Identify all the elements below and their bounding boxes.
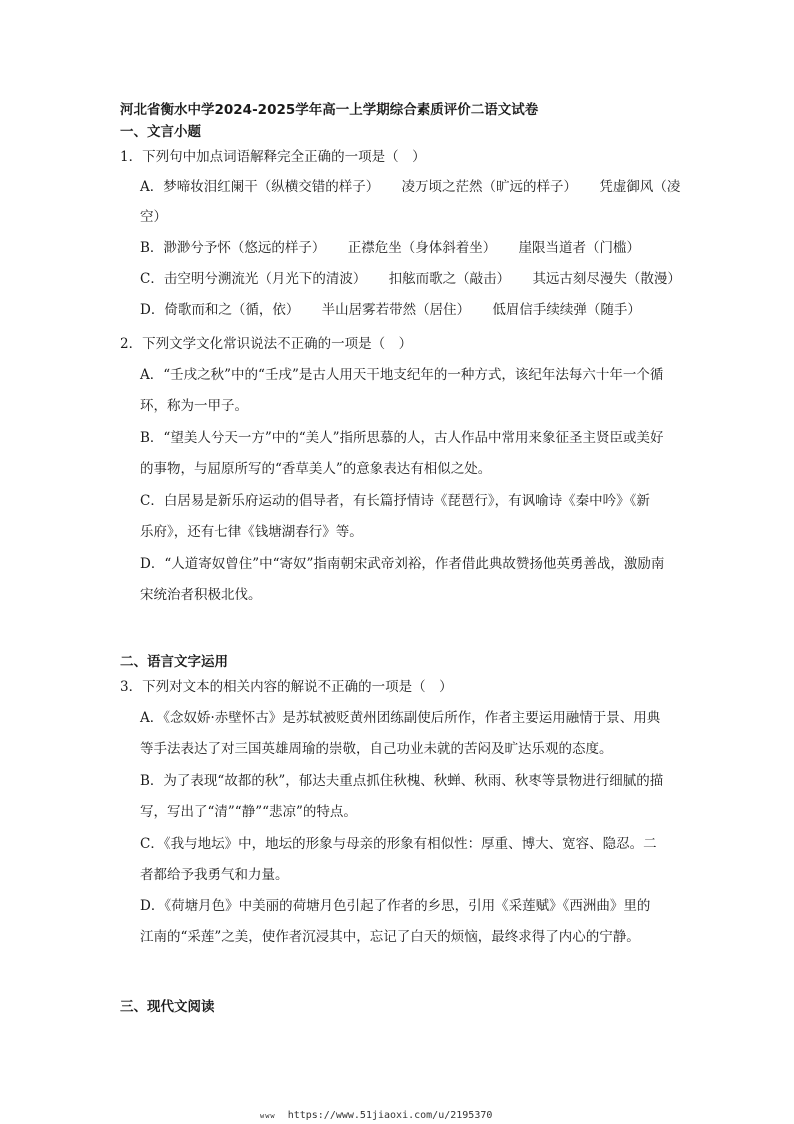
question-2-option-d-cont: 宋统治者积极北伐。 <box>140 587 262 603</box>
question-2-stem: 2．下列文学文化常识说法不正确的一项是（ ） <box>120 336 413 352</box>
question-1-option-b <box>140 236 658 256</box>
footer-url[interactable]: https://www.51jiaoxi.com/u/2195370 <box>287 1110 493 1121</box>
watermark-logo: www <box>260 1112 276 1120</box>
question-3-option-d-cont: 江南的“采莲”之美，使作者沉浸其中，忘记了白天的烦恼，最终求得了内心的宁静。 <box>140 929 640 945</box>
option-text: 半山居雾若带然（居住） <box>321 302 471 318</box>
page-title: 河北省衡水中学2024-2025学年高一上学期综合素质评价二语文试卷 <box>120 102 539 118</box>
option-text: B．渺渺兮予怀（悠远的样子） <box>140 240 326 256</box>
question-3-option-a: A．《念奴娇·赤壁怀古》是苏轼被贬黄州团练副使后所作，作者主要运用融情于景、用典 <box>140 710 661 726</box>
option-text: 正襟危坐（身体斜着坐） <box>347 240 497 256</box>
question-3-option-c: C．《我与地坛》中，地坛的形象与母亲的形象有相似性：厚重、博大、宽容、隐忍。二 <box>140 836 657 852</box>
question-1-option-a <box>140 175 698 195</box>
question-2-option-c-cont: 乐府》，还有七律《钱塘湖春行》等。 <box>140 524 363 540</box>
question-2-option-c: C．白居易是新乐府运动的倡导者，有长篇抒情诗《琵琶行》，有讽喻诗《秦中吟》《新 <box>140 493 650 509</box>
option-text: 扣舷而歌之（敲击） <box>388 271 511 287</box>
section-heading-2: 二、语言文字运用 <box>120 654 228 670</box>
question-3-option-a-cont: 等手法表达了对三国英雄周瑜的崇敬，自己功业未就的苦闷及旷达乐观的态度。 <box>140 741 613 757</box>
question-2-option-b-cont: 的事物，与屈原所写的“香草美人”的意象表达有相似之处。 <box>140 461 492 477</box>
option-text: D．倚歌而和之（循，依） <box>140 302 300 318</box>
question-1-option-c <box>140 267 699 287</box>
question-3-option-b: B．为了表现“故都的秋”，郁达夫重点抓住秋槐、秋蝉、秋雨、秋枣等景物进行细腻的描 <box>140 773 664 789</box>
option-text: 其远古刻尽漫失（散漫） <box>532 271 681 287</box>
option-text: A．梦啼妆泪红阑干（纵横交错的样子） <box>140 179 380 195</box>
question-1-option-a-cont: 空） <box>140 209 167 225</box>
question-3-option-b-cont: 写，写出了“清”“静”“悲凉”的特点。 <box>140 804 357 820</box>
page-footer <box>260 1110 492 1121</box>
section-heading-1: 一、文言小题 <box>120 124 201 140</box>
question-2-option-a-cont: 环，称为一甲子。 <box>140 398 248 414</box>
option-text: C．击空明兮溯流光（月光下的清波） <box>140 271 367 287</box>
question-3-option-c-cont: 者都给予我勇气和力量。 <box>140 867 289 883</box>
question-1-option-d <box>140 298 659 318</box>
question-3-stem: 3．下列对文本的相关内容的解说不正确的一项是（ ） <box>120 679 453 695</box>
question-2-option-b: B．“望美人兮天一方”中的“美人”指所思慕的人，古人作品中常用来象征圣主贤臣或美好 <box>140 430 664 446</box>
option-text: 低眉信手续续弹（随手） <box>492 302 641 318</box>
question-1-stem: 1．下列句中加点词语解释完全正确的一项是（ ） <box>120 149 426 165</box>
question-2-option-a: A．“壬戌之秋”中的“壬戌”是古人用天干地支纪年的一种方式，该纪年法每六十年一个循 <box>140 367 664 383</box>
section-heading-3: 三、现代文阅读 <box>120 999 215 1015</box>
question-2-option-d: D．“人道寄奴曾住”中“寄奴”指南朝宋武帝刘裕，作者借此典故赞扬他英勇善战，激励南 <box>140 556 665 572</box>
option-text: 凭虚御风（凌 <box>599 179 681 195</box>
option-text: 凌万顷之茫然（旷远的样子） <box>401 179 578 195</box>
option-text: 崖限当道者（门槛） <box>518 240 641 256</box>
question-3-option-d: D．《荷塘月色》中美丽的荷塘月色引起了作者的乡思，引用《采莲赋》《西洲曲》里的 <box>140 898 651 914</box>
